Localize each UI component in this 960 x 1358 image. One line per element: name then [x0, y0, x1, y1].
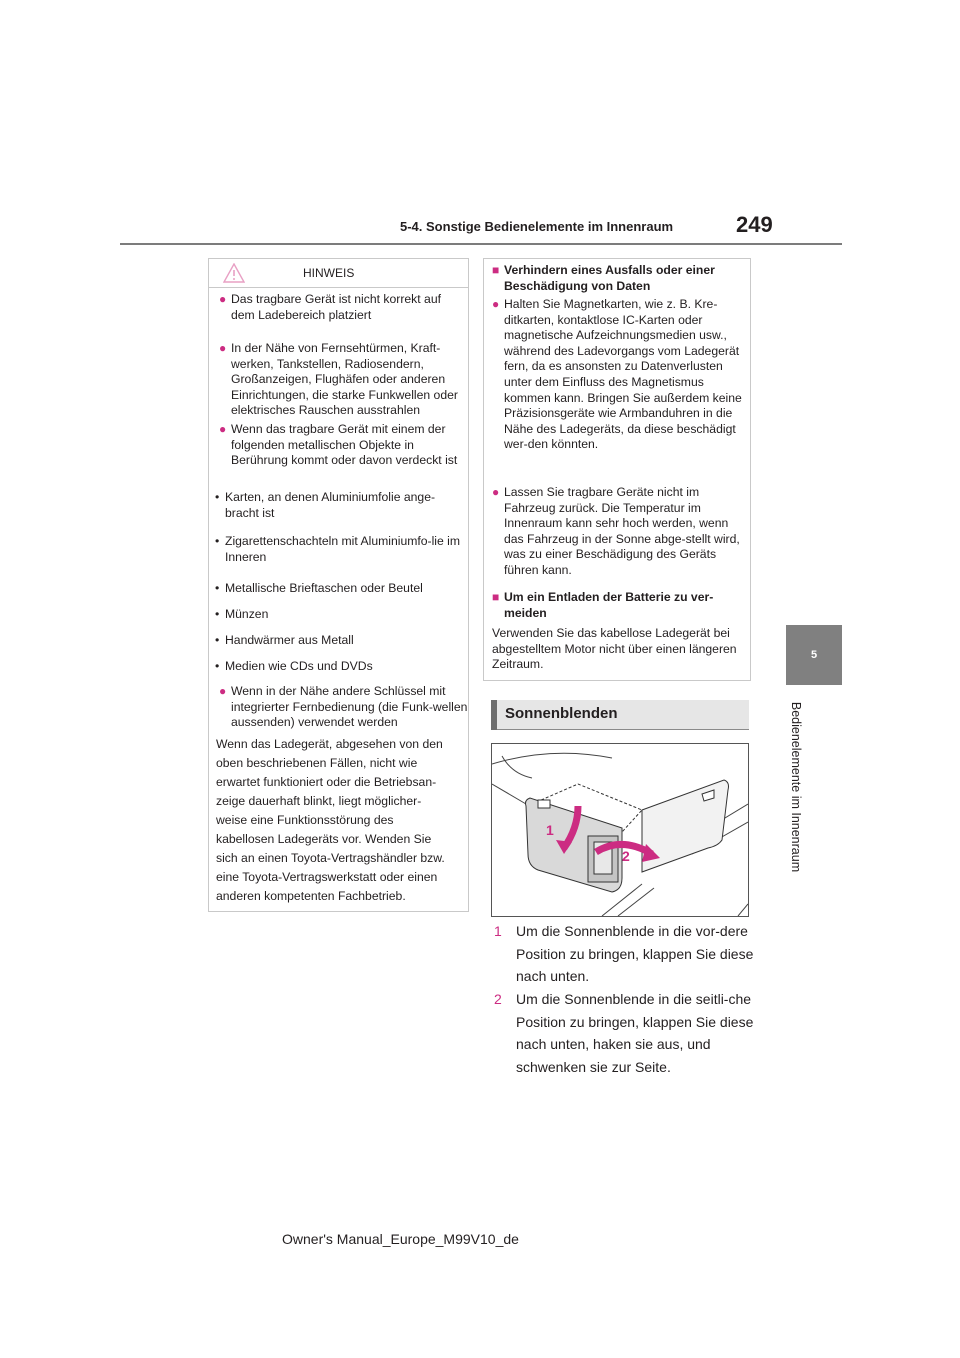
notice-bullet: ● Das tragbare Gerät ist nicht korrekt auf dem Ladebereich platziert — [219, 292, 441, 322]
notice-paragraph-line: zeige dauerhaft blinkt, liegt möglicher- — [216, 794, 422, 808]
step-text: Um die Sonnenblende in die seitli-che Position zu bringen, klappen Sie diese nach unten, haken sie aus, und schwenken sie zur Seite. — [516, 991, 754, 1075]
notice-sub-item: • Metallische Brieftaschen oder Beutel — [215, 581, 423, 595]
square-bullet-icon: ■ — [492, 263, 500, 277]
notice-paragraph-line: weise eine Funktionsstörung des — [216, 813, 394, 827]
notice-paragraph-line: sich an einen Toyota-Vertragshändler bzw. — [216, 851, 445, 865]
section-heading — [491, 700, 749, 730]
bullet-dot-icon: ● — [219, 341, 227, 355]
step-number: 2 — [494, 991, 502, 1007]
warning-triangle-icon — [223, 263, 245, 283]
notice-box — [208, 258, 469, 912]
notice-paragraph-line: kabellosen Ladegeräts vor. Wenden Sie — [216, 832, 432, 846]
bullet-dot-icon: ● — [219, 292, 227, 306]
notice-sub-item: • Karten, an denen Aluminiumfolie ange-bracht ist — [215, 490, 436, 520]
step-2 — [494, 988, 756, 1080]
notice-bullet: ● Wenn das tragbare Gerät mit einem der folgenden metallischen Objekte in Berührung kommt oder davon verdeckt ist — [219, 422, 458, 468]
notice-paragraph: Verwenden Sie das kabellose Ladegerät bei abgestelltem Motor nicht über einen längeren Zeitraum. — [492, 626, 737, 672]
chapter-title-vertical — [786, 692, 806, 882]
notice-header — [209, 259, 468, 288]
step-text: Um die Sonnenblende in die vor-dere Position zu bringen, klappen Sie diese nach unten. — [516, 923, 754, 984]
notice-box-continued — [483, 258, 751, 681]
section-title: 5-4. Sonstige Bedienelemente im Innenraum — [400, 219, 674, 234]
notice-paragraph-line: erwartet funktioniert oder die Betriebsan- — [216, 775, 437, 789]
notice-subheading: ■ Um ein Entladen der Batterie zu ver-meiden — [492, 590, 714, 620]
notice-bullet: ● Wenn in der Nähe andere Schlüssel mit integrierter Fernbedienung (die Funk-wellen aussenden) verwendet werden — [219, 684, 468, 730]
callout-2-label: 2 — [622, 848, 630, 864]
notice-bullet: ● In der Nähe von Fernsehtürmen, Kraft-werken, Tankstellen, Radiosendern, Großanzeigen, Flughäfen oder anderen Einrichtungen, die starke Funkwellen oder elektrisches Rauschen ausstrahlen — [219, 341, 458, 418]
chapter-number: 5 — [810, 649, 818, 661]
notice-paragraph-line: eine Toyota-Vertragswerkstatt oder einen — [216, 870, 438, 884]
chapter-tab — [786, 625, 842, 685]
notice-bullet: ● Halten Sie Magnetkarten, wie z. B. Kre-ditkarten, kontaktlose IC-Karten oder magnetische Aufzeichnungsmedien usw., während des Ladevorgangs vom Ladegerät fern, da es ansonsten zu Datenverlusten unter dem Einfluss des Magnetismus kommen kann. Bringen Sie außerdem keine Präzisionsgeräte wie Armbanduhren in die Nähe des Ladegeräts, da diese beschädigt wer-den könnten. — [492, 297, 742, 452]
bullet-dot-icon: ● — [219, 684, 227, 698]
notice-sub-item: • Medien wie CDs und DVDs — [215, 659, 373, 673]
notice-bullet: ● Lassen Sie tragbare Geräte nicht im Fahrzeug zurück. Die Temperatur im Innenraum kann sehr hoch werden, wenn das Fahrzeug in der Sonne abge-stellt wird, was zu einer Beschädigung des Geräts führen kann. — [492, 485, 740, 577]
notice-sub-item: • Handwärmer aus Metall — [215, 633, 354, 647]
bullet-dot-icon: ● — [492, 297, 500, 311]
sun-visor-illustration — [491, 743, 749, 917]
notice-paragraph-line: anderen kompetenten Fachbetrieb. — [216, 889, 406, 903]
notice-label: HINWEIS — [303, 266, 355, 280]
square-bullet-icon: ■ — [492, 590, 500, 604]
step-1 — [494, 920, 756, 988]
footer-text: Owner's Manual_Europe_M99V10_de — [282, 1231, 519, 1247]
notice-sub-item: • Münzen — [215, 607, 269, 621]
chapter-title: Bedienelemente im Innenraum — [789, 701, 803, 873]
notice-sub-item: • Zigarettenschachteln mit Aluminiumfo-lie im Inneren — [215, 534, 461, 564]
sun-visor-drawing — [492, 744, 748, 916]
step-number: 1 — [494, 923, 502, 939]
notice-paragraph-line: oben beschriebenen Fällen, nicht wie — [216, 756, 418, 770]
heading-bar — [491, 700, 497, 730]
page-number: 249 — [736, 212, 773, 237]
header-rule — [120, 243, 842, 245]
callout-1-label: 1 — [546, 822, 554, 838]
section-heading-label: Sonnenblenden — [505, 705, 618, 722]
bullet-dot-icon: ● — [492, 485, 500, 499]
notice-paragraph-line: Wenn das Ladegerät, abgesehen von den — [216, 737, 443, 751]
notice-subheading: ■ Verhindern eines Ausfalls oder einer Beschädigung von Daten — [492, 263, 715, 293]
bullet-dot-icon: ● — [219, 422, 227, 436]
